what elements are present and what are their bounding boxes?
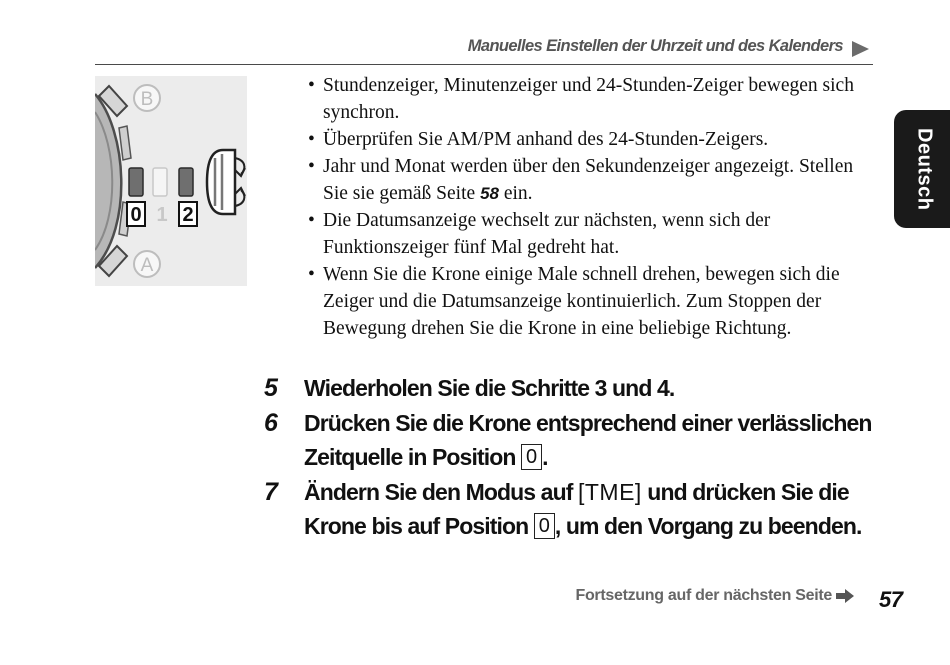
page-reference: 58 <box>480 184 499 203</box>
step-item <box>264 475 884 543</box>
position-2-label: 2 <box>182 204 194 226</box>
crown-diagram <box>95 76 247 286</box>
step-text-middle: und drücken Sie die Krone bis auf Position <box>304 479 849 539</box>
crown-icon <box>207 150 235 214</box>
step-text-end: , um den Vorgang zu beenden. <box>554 513 862 539</box>
position-1-label: 1 <box>156 204 168 226</box>
bullet-text-end: ein. <box>498 183 533 204</box>
bullet-icon: • <box>308 156 315 177</box>
step-number: 5 <box>264 374 278 402</box>
bullet-text: Wenn Sie die Krone einige Male schnell drehen, bewegen sich die Zeiger und die Datumsanzeige kontinuierlich. Zum Stoppen der Bewegung drehen Sie die Krone in eine beliebige Richtung. <box>323 264 840 339</box>
list-item <box>308 153 878 207</box>
step-item <box>264 406 884 474</box>
crown-illustration <box>95 76 247 286</box>
bullet-text: Die Datumsanzeige wechselt zur nächsten, wenn sich der Funktionszeiger fünf Mal gedreht hat. <box>323 210 771 258</box>
step-number: 7 <box>264 478 278 506</box>
position-box: 0 <box>534 513 555 539</box>
bullet-text: Stundenzeiger, Minutenzeiger und 24-Stunden-Zeiger bewegen sich synchron. <box>323 75 854 123</box>
position-box: 0 <box>521 444 542 470</box>
header-title: Manuelles Einstellen der Uhrzeit und des Kalenders <box>467 37 843 55</box>
bullet-icon: • <box>308 129 315 150</box>
bullet-icon: • <box>308 75 315 96</box>
bullet-text: Überprüfen Sie AM/PM anhand des 24-Stunden-Zeigers. <box>323 129 769 150</box>
mode-indicator: [TME] <box>577 479 642 505</box>
bullet-icon: • <box>308 264 315 285</box>
language-tab <box>894 110 950 228</box>
bullet-icon: • <box>308 210 315 231</box>
step-number: 6 <box>264 409 278 437</box>
step-list <box>264 371 884 544</box>
page-number: 57 <box>879 587 903 612</box>
step-text: Ändern Sie den Modus auf <box>304 479 578 505</box>
continue-note: Fortsetzung auf der nächsten Seite <box>575 587 832 604</box>
step-item <box>264 371 884 405</box>
arrow-right-icon <box>836 589 854 603</box>
step-text: Drücken Sie die Krone entsprechend einer verlässlichen Zeitquelle in Position <box>304 410 872 470</box>
list-item <box>308 207 878 261</box>
list-item <box>308 126 878 153</box>
list-item <box>308 72 878 126</box>
button-a-label: A <box>140 255 154 276</box>
step-text: Wiederholen Sie die Schritte 3 und 4. <box>304 375 675 401</box>
step-text-end: . <box>542 444 548 470</box>
list-item <box>308 261 878 342</box>
triangle-right-icon <box>852 41 869 57</box>
button-b-label: B <box>140 89 154 110</box>
language-tab-label: Deutsch <box>913 127 936 211</box>
position-0-label: 0 <box>130 204 142 226</box>
bullet-text: Jahr und Monat werden über den Sekundenzeiger angezeigt. Stellen Sie sie gemäß Seite <box>323 156 854 204</box>
running-header <box>95 34 873 65</box>
bullet-list <box>308 72 878 342</box>
